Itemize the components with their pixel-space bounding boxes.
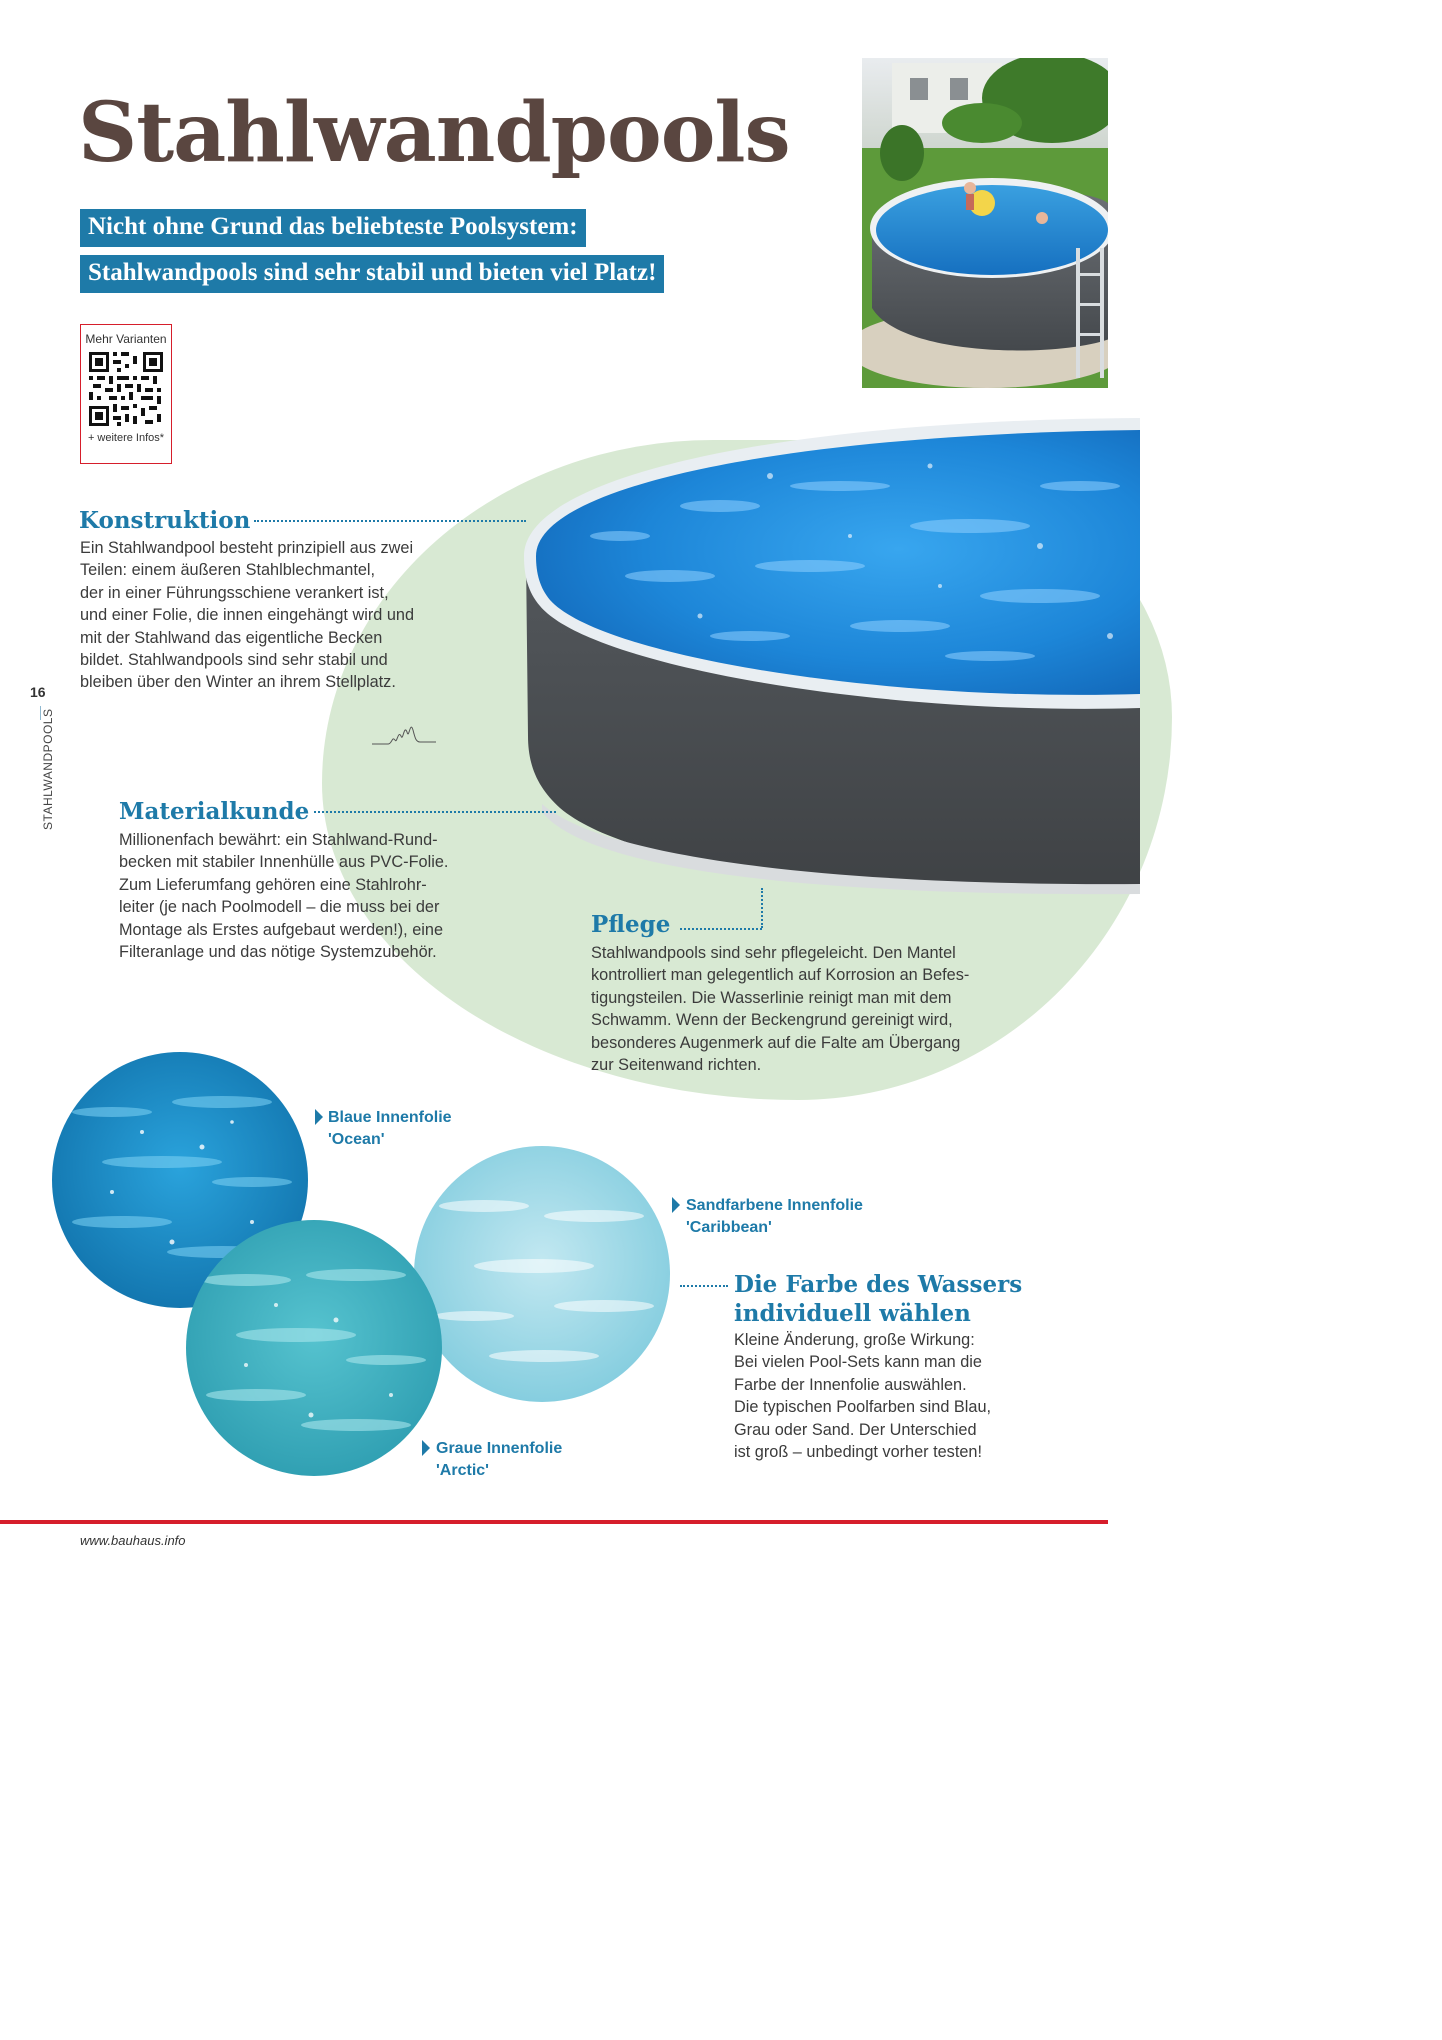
pflege-heading: Pflege xyxy=(591,911,671,938)
materialkunde-heading: Materialkunde xyxy=(119,798,310,825)
caribbean-liner-swatch xyxy=(414,1146,670,1402)
qr-code-box[interactable] xyxy=(80,324,172,464)
qr-bottom-label: + weitere Infos* xyxy=(87,432,165,444)
garden-pool-photo xyxy=(862,58,1108,388)
caribbean-caption: Sandfarbene Innenfolie 'Caribbean' xyxy=(686,1197,863,1236)
farbe-text: Kleine Änderung, große Wirkung: Bei vielen Pool-Sets kann man die Farbe der Innenfolie auswählen. Die typischen Poolfarben sind Blau, Grau oder Sand. Der Unterschied ist groß – unbedingt vorher testen! xyxy=(734,1331,992,1462)
konstruktion-heading: Konstruktion xyxy=(79,507,251,534)
footer-red-rule xyxy=(0,1520,1108,1524)
farbe-leader-line xyxy=(680,1285,728,1287)
arctic-caption: Graue Innenfolie 'Arctic' xyxy=(436,1440,563,1479)
arctic-liner-swatch xyxy=(186,1220,442,1476)
qr-code-icon xyxy=(87,350,165,428)
ocean-caption: Blaue Innenfolie 'Ocean' xyxy=(328,1109,452,1148)
materialkunde-leader-line xyxy=(314,811,556,813)
caribbean-caption-arrow-icon xyxy=(672,1197,680,1213)
steel-wall-pool-image xyxy=(520,416,1140,896)
materialkunde-text: Millionenfach bewährt: ein Stahlwand-Rund- becken mit stabiler Innenhülle aus PVC-Folie. Zum Lieferumfang gehören eine Stahlrohr- leiter (je nach Poolmodell – die muss bei der Montage als Erstes aufgebaut werden!), eine Filteranlage und das nötige Systemzubehör. xyxy=(119,831,449,962)
highlight-line-2: Stahlwandpools sind sehr stabil und bieten viel Platz! xyxy=(80,255,664,293)
pflege-leader-line xyxy=(680,928,762,930)
page-title: Stahlwandpools xyxy=(78,85,790,181)
water-wave-doodle xyxy=(370,716,440,752)
footer-url-link[interactable]: www.bauhaus.info xyxy=(80,1533,186,1548)
qr-top-label: Mehr Varianten xyxy=(85,332,167,346)
pflege-leader-vertical xyxy=(761,888,763,928)
highlight-line-1: Nicht ohne Grund das beliebteste Poolsystem: xyxy=(80,209,586,247)
arctic-caption-arrow-icon xyxy=(422,1440,430,1456)
ocean-caption-arrow-icon xyxy=(315,1109,323,1125)
konstruktion-leader-line xyxy=(254,520,526,522)
konstruktion-text: Ein Stahlwandpool besteht prinzipiell aus zwei Teilen: einem äußeren Stahlblechmantel, der in einer Führungsschiene verankert ist, und einer Folie, die innen eingehängt wird und mit der Stahlwand das eigentliche Becken bildet. Stahlwandpools sind sehr stabil und bleiben über den Winter an ihrem Stellplatz. xyxy=(80,539,415,692)
farbe-heading: Die Farbe des Wassers individuell wählen xyxy=(734,1271,1023,1327)
side-section-label: STAHLWANDPOOLS xyxy=(41,708,55,830)
page-number: 16 xyxy=(30,684,46,700)
pflege-text: Stahlwandpools sind sehr pflegeleicht. Den Mantel kontrolliert man gelegentlich auf Korrosion an Befes- tigungsteilen. Die Wasserlinie reinigt man mit dem Schwamm. Wenn der Beckengrund gereinigt wird, besonderes Augenmerk auf die Falte am Übergang zur Seitenwand richten. xyxy=(591,944,970,1075)
